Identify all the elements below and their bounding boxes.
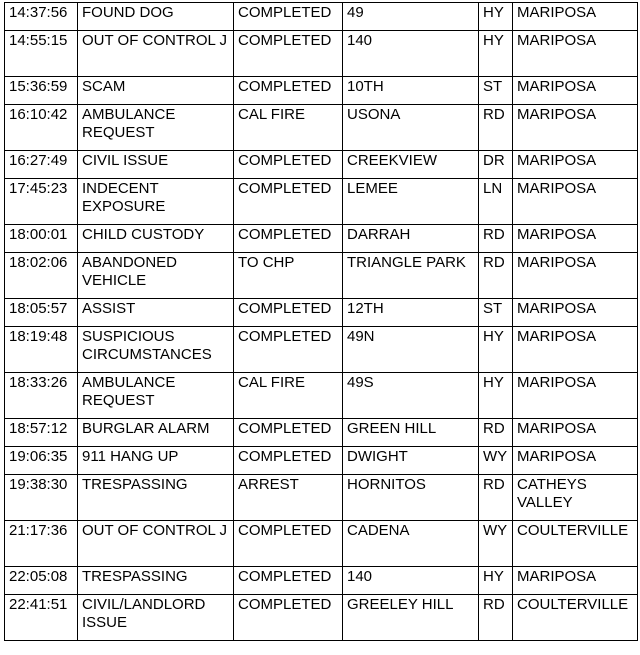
street-suffix-cell: ST <box>479 77 513 105</box>
time-cell: 14:55:15 <box>5 31 78 77</box>
call-type-cell: TRESPASSING <box>78 475 234 521</box>
street-cell: DARRAH <box>343 225 479 253</box>
table-row <box>5 373 638 419</box>
call-type-cell: INDECENT EXPOSURE <box>78 179 234 225</box>
call-type-cell: SUSPICIOUS CIRCUMSTANCES <box>78 327 234 373</box>
call-type-cell: CIVIL/LANDLORD ISSUE <box>78 595 234 641</box>
call-type-cell: AMBULANCE REQUEST <box>78 105 234 151</box>
table-row <box>5 151 638 179</box>
city-cell: MARIPOSA <box>513 179 638 225</box>
disposition-cell: COMPLETED <box>234 31 343 77</box>
disposition-cell: CAL FIRE <box>234 105 343 151</box>
disposition-cell: COMPLETED <box>234 567 343 595</box>
street-suffix-cell: RD <box>479 419 513 447</box>
table-row <box>5 567 638 595</box>
city-cell: MARIPOSA <box>513 105 638 151</box>
time-cell: 18:05:57 <box>5 299 78 327</box>
disposition-cell: CAL FIRE <box>234 373 343 419</box>
street-cell: 49S <box>343 373 479 419</box>
street-suffix-cell: DR <box>479 151 513 179</box>
street-cell: CADENA <box>343 521 479 567</box>
disposition-cell: COMPLETED <box>234 179 343 225</box>
street-suffix-cell: RD <box>479 475 513 521</box>
street-cell: 12TH <box>343 299 479 327</box>
street-cell: 49N <box>343 327 479 373</box>
table-row <box>5 299 638 327</box>
street-suffix-cell: HY <box>479 327 513 373</box>
table-row <box>5 475 638 521</box>
table-row <box>5 521 638 567</box>
disposition-cell: COMPLETED <box>234 521 343 567</box>
table-row <box>5 3 638 31</box>
time-cell: 15:36:59 <box>5 77 78 105</box>
city-cell: MARIPOSA <box>513 419 638 447</box>
street-suffix-cell: LN <box>479 179 513 225</box>
call-type-cell: OUT OF CONTROL J <box>78 521 234 567</box>
city-cell: CATHEYS VALLEY <box>513 475 638 521</box>
street-cell: LEMEE <box>343 179 479 225</box>
table-row <box>5 77 638 105</box>
street-suffix-cell: HY <box>479 373 513 419</box>
table-row <box>5 179 638 225</box>
street-cell: DWIGHT <box>343 447 479 475</box>
time-cell: 18:00:01 <box>5 225 78 253</box>
city-cell: MARIPOSA <box>513 327 638 373</box>
call-type-cell: OUT OF CONTROL J <box>78 31 234 77</box>
street-cell: 140 <box>343 31 479 77</box>
time-cell: 17:45:23 <box>5 179 78 225</box>
disposition-cell: COMPLETED <box>234 327 343 373</box>
disposition-cell: COMPLETED <box>234 419 343 447</box>
city-cell: MARIPOSA <box>513 3 638 31</box>
city-cell: MARIPOSA <box>513 567 638 595</box>
street-suffix-cell: ST <box>479 299 513 327</box>
street-cell: USONA <box>343 105 479 151</box>
call-type-cell: ABANDONED VEHICLE <box>78 253 234 299</box>
city-cell: COULTERVILLE <box>513 595 638 641</box>
time-cell: 16:27:49 <box>5 151 78 179</box>
table-row <box>5 31 638 77</box>
time-cell: 16:10:42 <box>5 105 78 151</box>
city-cell: COULTERVILLE <box>513 521 638 567</box>
time-cell: 18:02:06 <box>5 253 78 299</box>
street-suffix-cell: WY <box>479 447 513 475</box>
street-cell: CREEKVIEW <box>343 151 479 179</box>
incident-log-table <box>4 2 638 641</box>
time-cell: 19:38:30 <box>5 475 78 521</box>
disposition-cell: ARREST <box>234 475 343 521</box>
call-type-cell: FOUND DOG <box>78 3 234 31</box>
disposition-cell: COMPLETED <box>234 225 343 253</box>
table-row <box>5 447 638 475</box>
table-row <box>5 225 638 253</box>
time-cell: 19:06:35 <box>5 447 78 475</box>
street-suffix-cell: HY <box>479 3 513 31</box>
time-cell: 18:33:26 <box>5 373 78 419</box>
street-cell: 49 <box>343 3 479 31</box>
disposition-cell: COMPLETED <box>234 77 343 105</box>
table-row <box>5 595 638 641</box>
street-cell: GREEN HILL <box>343 419 479 447</box>
time-cell: 18:19:48 <box>5 327 78 373</box>
city-cell: MARIPOSA <box>513 299 638 327</box>
table-row <box>5 327 638 373</box>
disposition-cell: COMPLETED <box>234 3 343 31</box>
disposition-cell: COMPLETED <box>234 447 343 475</box>
call-type-cell: ASSIST <box>78 299 234 327</box>
city-cell: MARIPOSA <box>513 447 638 475</box>
street-cell: TRIANGLE PARK <box>343 253 479 299</box>
time-cell: 22:41:51 <box>5 595 78 641</box>
street-cell: 10TH <box>343 77 479 105</box>
city-cell: MARIPOSA <box>513 31 638 77</box>
call-type-cell: 911 HANG UP <box>78 447 234 475</box>
call-type-cell: TRESPASSING <box>78 567 234 595</box>
street-suffix-cell: HY <box>479 567 513 595</box>
street-suffix-cell: RD <box>479 253 513 299</box>
city-cell: MARIPOSA <box>513 253 638 299</box>
call-type-cell: AMBULANCE REQUEST <box>78 373 234 419</box>
street-cell: 140 <box>343 567 479 595</box>
call-type-cell: SCAM <box>78 77 234 105</box>
table-row <box>5 105 638 151</box>
disposition-cell: TO CHP <box>234 253 343 299</box>
call-type-cell: CIVIL ISSUE <box>78 151 234 179</box>
city-cell: MARIPOSA <box>513 373 638 419</box>
table-row <box>5 253 638 299</box>
incident-log-body <box>5 3 638 641</box>
time-cell: 22:05:08 <box>5 567 78 595</box>
city-cell: MARIPOSA <box>513 77 638 105</box>
city-cell: MARIPOSA <box>513 225 638 253</box>
disposition-cell: COMPLETED <box>234 595 343 641</box>
disposition-cell: COMPLETED <box>234 299 343 327</box>
city-cell: MARIPOSA <box>513 151 638 179</box>
disposition-cell: COMPLETED <box>234 151 343 179</box>
street-suffix-cell: RD <box>479 225 513 253</box>
street-cell: HORNITOS <box>343 475 479 521</box>
call-type-cell: BURGLAR ALARM <box>78 419 234 447</box>
street-suffix-cell: RD <box>479 595 513 641</box>
table-row <box>5 419 638 447</box>
time-cell: 18:57:12 <box>5 419 78 447</box>
street-suffix-cell: RD <box>479 105 513 151</box>
street-suffix-cell: HY <box>479 31 513 77</box>
street-cell: GREELEY HILL <box>343 595 479 641</box>
time-cell: 14:37:56 <box>5 3 78 31</box>
time-cell: 21:17:36 <box>5 521 78 567</box>
street-suffix-cell: WY <box>479 521 513 567</box>
call-type-cell: CHILD CUSTODY <box>78 225 234 253</box>
